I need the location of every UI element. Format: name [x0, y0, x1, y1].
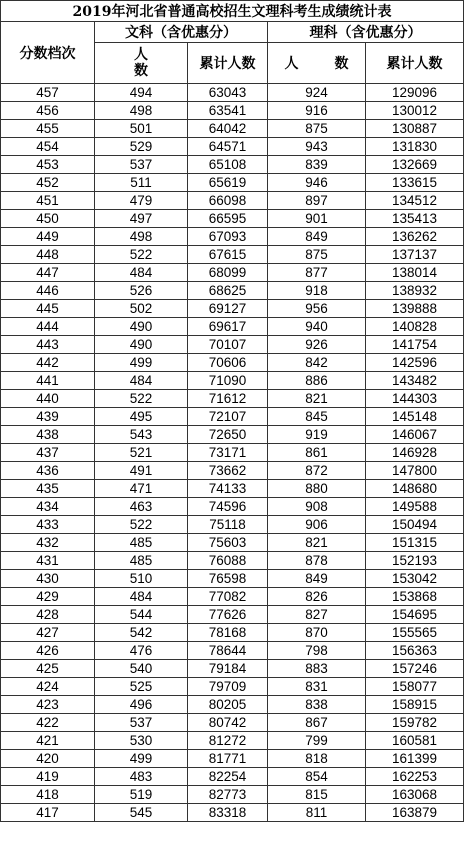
score-cell: 432 [1, 534, 95, 552]
science-cumulative-cell: 130887 [366, 120, 464, 138]
score-cell: 429 [1, 588, 95, 606]
liberal-arts-count-cell: 543 [95, 426, 188, 444]
liberal-arts-cumulative-cell: 77082 [188, 588, 268, 606]
score-cell: 419 [1, 768, 95, 786]
liberal-arts-cumulative-cell: 73662 [188, 462, 268, 480]
liberal-arts-cumulative-cell: 79184 [188, 660, 268, 678]
liberal-arts-count-cell: 463 [95, 498, 188, 516]
liberal-arts-count-cell: 484 [95, 588, 188, 606]
header-science-count [268, 43, 366, 84]
science-cumulative-cell: 144303 [366, 390, 464, 408]
science-cumulative-cell: 153868 [366, 588, 464, 606]
liberal-arts-cumulative-cell: 75118 [188, 516, 268, 534]
liberal-arts-count-cell: 497 [95, 210, 188, 228]
liberal-arts-cumulative-cell: 71612 [188, 390, 268, 408]
table-row [1, 300, 464, 318]
science-count-cell: 870 [268, 624, 366, 642]
score-cell: 436 [1, 462, 95, 480]
table-row [1, 156, 464, 174]
science-count-cell: 826 [268, 588, 366, 606]
score-cell: 430 [1, 570, 95, 588]
liberal-arts-count-cell: 545 [95, 804, 188, 822]
science-cumulative-cell: 135413 [366, 210, 464, 228]
science-count-cell: 842 [268, 354, 366, 372]
science-cumulative-cell: 133615 [366, 174, 464, 192]
science-cumulative-cell: 138014 [366, 264, 464, 282]
liberal-arts-cumulative-cell: 76598 [188, 570, 268, 588]
score-cell: 441 [1, 372, 95, 390]
liberal-arts-count-cell: 494 [95, 84, 188, 102]
liberal-arts-count-cell: 502 [95, 300, 188, 318]
science-count-cell: 877 [268, 264, 366, 282]
science-count-cell: 878 [268, 552, 366, 570]
science-count-cell: 924 [268, 84, 366, 102]
liberal-arts-cumulative-cell: 79709 [188, 678, 268, 696]
liberal-arts-count-cell: 499 [95, 750, 188, 768]
table-row [1, 102, 464, 120]
science-count-cell: 867 [268, 714, 366, 732]
science-count-cell: 886 [268, 372, 366, 390]
liberal-arts-cumulative-cell: 64042 [188, 120, 268, 138]
score-cell: 453 [1, 156, 95, 174]
liberal-arts-cumulative-cell: 74596 [188, 498, 268, 516]
science-cumulative-cell: 141754 [366, 336, 464, 354]
liberal-arts-count-cell: 537 [95, 156, 188, 174]
liberal-arts-count-cell: 490 [95, 318, 188, 336]
table-body [1, 84, 464, 822]
science-cumulative-cell: 142596 [366, 354, 464, 372]
header-liberal-arts-cumulative: 累计人数 [188, 43, 268, 84]
table-row [1, 714, 464, 732]
liberal-arts-count-cell: 498 [95, 102, 188, 120]
liberal-arts-count-cell: 522 [95, 390, 188, 408]
score-cell: 445 [1, 300, 95, 318]
science-cumulative-cell: 150494 [366, 516, 464, 534]
header-science-cumulative: 累计人数 [366, 43, 464, 84]
table-row [1, 570, 464, 588]
science-count-cell: 916 [268, 102, 366, 120]
liberal-arts-count-cell: 510 [95, 570, 188, 588]
score-cell: 443 [1, 336, 95, 354]
science-count-cell: 861 [268, 444, 366, 462]
liberal-arts-cumulative-cell: 67093 [188, 228, 268, 246]
liberal-arts-count-cell: 485 [95, 552, 188, 570]
science-count-cell: 827 [268, 606, 366, 624]
liberal-arts-cumulative-cell: 66595 [188, 210, 268, 228]
liberal-arts-count-cell: 476 [95, 642, 188, 660]
science-cumulative-cell: 161399 [366, 750, 464, 768]
science-count-cell: 946 [268, 174, 366, 192]
table-row [1, 336, 464, 354]
score-cell: 425 [1, 660, 95, 678]
score-cell: 452 [1, 174, 95, 192]
liberal-arts-cumulative-cell: 63043 [188, 84, 268, 102]
liberal-arts-cumulative-cell: 66098 [188, 192, 268, 210]
liberal-arts-cumulative-cell: 64571 [188, 138, 268, 156]
liberal-arts-cumulative-cell: 74133 [188, 480, 268, 498]
science-cumulative-cell: 151315 [366, 534, 464, 552]
table-row [1, 696, 464, 714]
science-count-cell: 901 [268, 210, 366, 228]
science-cumulative-cell: 138932 [366, 282, 464, 300]
table-row [1, 642, 464, 660]
table-row [1, 480, 464, 498]
table-row [1, 768, 464, 786]
table-row [1, 192, 464, 210]
liberal-arts-count-cell: 522 [95, 246, 188, 264]
science-cumulative-cell: 132669 [366, 156, 464, 174]
liberal-arts-count-cell: 471 [95, 480, 188, 498]
table-row [1, 750, 464, 768]
score-cell: 448 [1, 246, 95, 264]
liberal-arts-cumulative-cell: 69617 [188, 318, 268, 336]
header-liberal-arts-count [95, 43, 188, 84]
science-count-cell: 883 [268, 660, 366, 678]
score-cell: 423 [1, 696, 95, 714]
science-count-cell: 875 [268, 120, 366, 138]
score-cell: 422 [1, 714, 95, 732]
liberal-arts-cumulative-cell: 80205 [188, 696, 268, 714]
table-row [1, 660, 464, 678]
score-cell: 418 [1, 786, 95, 804]
liberal-arts-count-cell: 495 [95, 408, 188, 426]
science-count-cell: 849 [268, 228, 366, 246]
science-count-cell: 818 [268, 750, 366, 768]
score-cell: 447 [1, 264, 95, 282]
science-cumulative-cell: 163068 [366, 786, 464, 804]
science-count-cell: 919 [268, 426, 366, 444]
science-cumulative-cell: 153042 [366, 570, 464, 588]
liberal-arts-cumulative-cell: 81771 [188, 750, 268, 768]
table-row [1, 624, 464, 642]
table-row [1, 372, 464, 390]
science-cumulative-cell: 136262 [366, 228, 464, 246]
score-cell: 417 [1, 804, 95, 822]
liberal-arts-cumulative-cell: 73171 [188, 444, 268, 462]
science-cumulative-cell: 157246 [366, 660, 464, 678]
science-cumulative-cell: 129096 [366, 84, 464, 102]
science-cumulative-cell: 146067 [366, 426, 464, 444]
score-cell: 420 [1, 750, 95, 768]
liberal-arts-cumulative-cell: 76088 [188, 552, 268, 570]
header-liberal-arts-group: 文科（含优惠分） [95, 22, 268, 43]
score-cell: 449 [1, 228, 95, 246]
science-count-cell: 839 [268, 156, 366, 174]
score-cell: 431 [1, 552, 95, 570]
liberal-arts-cumulative-cell: 68625 [188, 282, 268, 300]
science-count-cell: 880 [268, 480, 366, 498]
science-count-cell: 918 [268, 282, 366, 300]
header-score-level: 分数档次 [1, 22, 95, 84]
science-count-cell: 821 [268, 534, 366, 552]
science-count-cell: 849 [268, 570, 366, 588]
science-count-cell: 940 [268, 318, 366, 336]
liberal-arts-count-cell: 511 [95, 174, 188, 192]
science-cumulative-cell: 163879 [366, 804, 464, 822]
table-row [1, 318, 464, 336]
liberal-arts-cumulative-cell: 80742 [188, 714, 268, 732]
liberal-arts-count-cell: 540 [95, 660, 188, 678]
liberal-arts-cumulative-cell: 72107 [188, 408, 268, 426]
table-row [1, 246, 464, 264]
table-row [1, 534, 464, 552]
header-science-count-right: 数 [334, 56, 349, 72]
header-liberal-arts-count-top: 人 [134, 47, 148, 63]
score-cell: 438 [1, 426, 95, 444]
table-row [1, 426, 464, 444]
liberal-arts-count-cell: 525 [95, 678, 188, 696]
liberal-arts-cumulative-cell: 78644 [188, 642, 268, 660]
liberal-arts-cumulative-cell: 70107 [188, 336, 268, 354]
science-cumulative-cell: 149588 [366, 498, 464, 516]
liberal-arts-count-cell: 479 [95, 192, 188, 210]
science-cumulative-cell: 137137 [366, 246, 464, 264]
science-cumulative-cell: 140828 [366, 318, 464, 336]
liberal-arts-count-cell: 501 [95, 120, 188, 138]
liberal-arts-cumulative-cell: 78168 [188, 624, 268, 642]
table-row [1, 390, 464, 408]
table-row [1, 210, 464, 228]
header-liberal-arts-count-bottom: 数 [134, 63, 148, 79]
science-cumulative-cell: 158077 [366, 678, 464, 696]
table-row [1, 462, 464, 480]
liberal-arts-cumulative-cell: 63541 [188, 102, 268, 120]
table-row [1, 606, 464, 624]
score-cell: 457 [1, 84, 95, 102]
score-cell: 428 [1, 606, 95, 624]
liberal-arts-count-cell: 491 [95, 462, 188, 480]
science-count-cell: 815 [268, 786, 366, 804]
science-count-cell: 943 [268, 138, 366, 156]
liberal-arts-cumulative-cell: 75603 [188, 534, 268, 552]
liberal-arts-count-cell: 530 [95, 732, 188, 750]
science-count-cell: 821 [268, 390, 366, 408]
score-cell: 437 [1, 444, 95, 462]
science-cumulative-cell: 158915 [366, 696, 464, 714]
table-row [1, 516, 464, 534]
science-cumulative-cell: 139888 [366, 300, 464, 318]
science-cumulative-cell: 145148 [366, 408, 464, 426]
score-cell: 433 [1, 516, 95, 534]
liberal-arts-count-cell: 490 [95, 336, 188, 354]
table-row [1, 264, 464, 282]
science-cumulative-cell: 162253 [366, 768, 464, 786]
score-cell: 427 [1, 624, 95, 642]
science-cumulative-cell: 146928 [366, 444, 464, 462]
score-cell: 439 [1, 408, 95, 426]
science-cumulative-cell: 134512 [366, 192, 464, 210]
table-row [1, 552, 464, 570]
table-row [1, 408, 464, 426]
science-count-cell: 875 [268, 246, 366, 264]
score-cell: 456 [1, 102, 95, 120]
liberal-arts-cumulative-cell: 67615 [188, 246, 268, 264]
liberal-arts-cumulative-cell: 70606 [188, 354, 268, 372]
score-cell: 426 [1, 642, 95, 660]
score-cell: 444 [1, 318, 95, 336]
score-cell: 451 [1, 192, 95, 210]
table-row [1, 120, 464, 138]
header-science-group: 理科（含优惠分） [268, 22, 464, 43]
table-row [1, 138, 464, 156]
liberal-arts-count-cell: 521 [95, 444, 188, 462]
science-count-cell: 831 [268, 678, 366, 696]
science-count-cell: 845 [268, 408, 366, 426]
liberal-arts-count-cell: 485 [95, 534, 188, 552]
science-count-cell: 926 [268, 336, 366, 354]
liberal-arts-cumulative-cell: 69127 [188, 300, 268, 318]
liberal-arts-count-cell: 544 [95, 606, 188, 624]
science-cumulative-cell: 155565 [366, 624, 464, 642]
table-row [1, 498, 464, 516]
score-cell: 440 [1, 390, 95, 408]
science-cumulative-cell: 159782 [366, 714, 464, 732]
score-cell: 446 [1, 282, 95, 300]
science-cumulative-cell: 147800 [366, 462, 464, 480]
score-cell: 434 [1, 498, 95, 516]
science-cumulative-cell: 156363 [366, 642, 464, 660]
table-row [1, 444, 464, 462]
table-row [1, 588, 464, 606]
liberal-arts-count-cell: 499 [95, 354, 188, 372]
science-cumulative-cell: 154695 [366, 606, 464, 624]
table-row [1, 282, 464, 300]
table-row [1, 786, 464, 804]
science-count-cell: 872 [268, 462, 366, 480]
table-title: 2019年河北省普通高校招生文理科考生成绩统计表 [1, 1, 464, 22]
score-cell: 421 [1, 732, 95, 750]
liberal-arts-cumulative-cell: 65619 [188, 174, 268, 192]
liberal-arts-cumulative-cell: 77626 [188, 606, 268, 624]
liberal-arts-count-cell: 537 [95, 714, 188, 732]
liberal-arts-count-cell: 526 [95, 282, 188, 300]
science-cumulative-cell: 160581 [366, 732, 464, 750]
liberal-arts-cumulative-cell: 82254 [188, 768, 268, 786]
table-row [1, 354, 464, 372]
science-cumulative-cell: 131830 [366, 138, 464, 156]
liberal-arts-cumulative-cell: 65108 [188, 156, 268, 174]
liberal-arts-count-cell: 542 [95, 624, 188, 642]
science-count-cell: 956 [268, 300, 366, 318]
score-cell: 442 [1, 354, 95, 372]
liberal-arts-cumulative-cell: 72650 [188, 426, 268, 444]
liberal-arts-count-cell: 498 [95, 228, 188, 246]
science-cumulative-cell: 148680 [366, 480, 464, 498]
table-row [1, 174, 464, 192]
science-count-cell: 838 [268, 696, 366, 714]
score-cell: 455 [1, 120, 95, 138]
table-row [1, 732, 464, 750]
table-row [1, 804, 464, 822]
science-count-cell: 811 [268, 804, 366, 822]
score-cell: 454 [1, 138, 95, 156]
liberal-arts-count-cell: 483 [95, 768, 188, 786]
liberal-arts-count-cell: 519 [95, 786, 188, 804]
liberal-arts-cumulative-cell: 81272 [188, 732, 268, 750]
score-cell: 435 [1, 480, 95, 498]
score-cell: 450 [1, 210, 95, 228]
science-count-cell: 854 [268, 768, 366, 786]
score-cell: 424 [1, 678, 95, 696]
table-row [1, 84, 464, 102]
liberal-arts-count-cell: 484 [95, 264, 188, 282]
liberal-arts-count-cell: 522 [95, 516, 188, 534]
liberal-arts-cumulative-cell: 68099 [188, 264, 268, 282]
header-science-count-left: 人 [284, 56, 299, 72]
liberal-arts-count-cell: 529 [95, 138, 188, 156]
science-cumulative-cell: 143482 [366, 372, 464, 390]
science-count-cell: 799 [268, 732, 366, 750]
liberal-arts-count-cell: 484 [95, 372, 188, 390]
science-cumulative-cell: 130012 [366, 102, 464, 120]
science-count-cell: 897 [268, 192, 366, 210]
table-row [1, 678, 464, 696]
science-count-cell: 906 [268, 516, 366, 534]
table-row [1, 228, 464, 246]
science-count-cell: 798 [268, 642, 366, 660]
liberal-arts-cumulative-cell: 82773 [188, 786, 268, 804]
liberal-arts-cumulative-cell: 71090 [188, 372, 268, 390]
science-count-cell: 908 [268, 498, 366, 516]
liberal-arts-cumulative-cell: 83318 [188, 804, 268, 822]
science-cumulative-cell: 152193 [366, 552, 464, 570]
liberal-arts-count-cell: 496 [95, 696, 188, 714]
